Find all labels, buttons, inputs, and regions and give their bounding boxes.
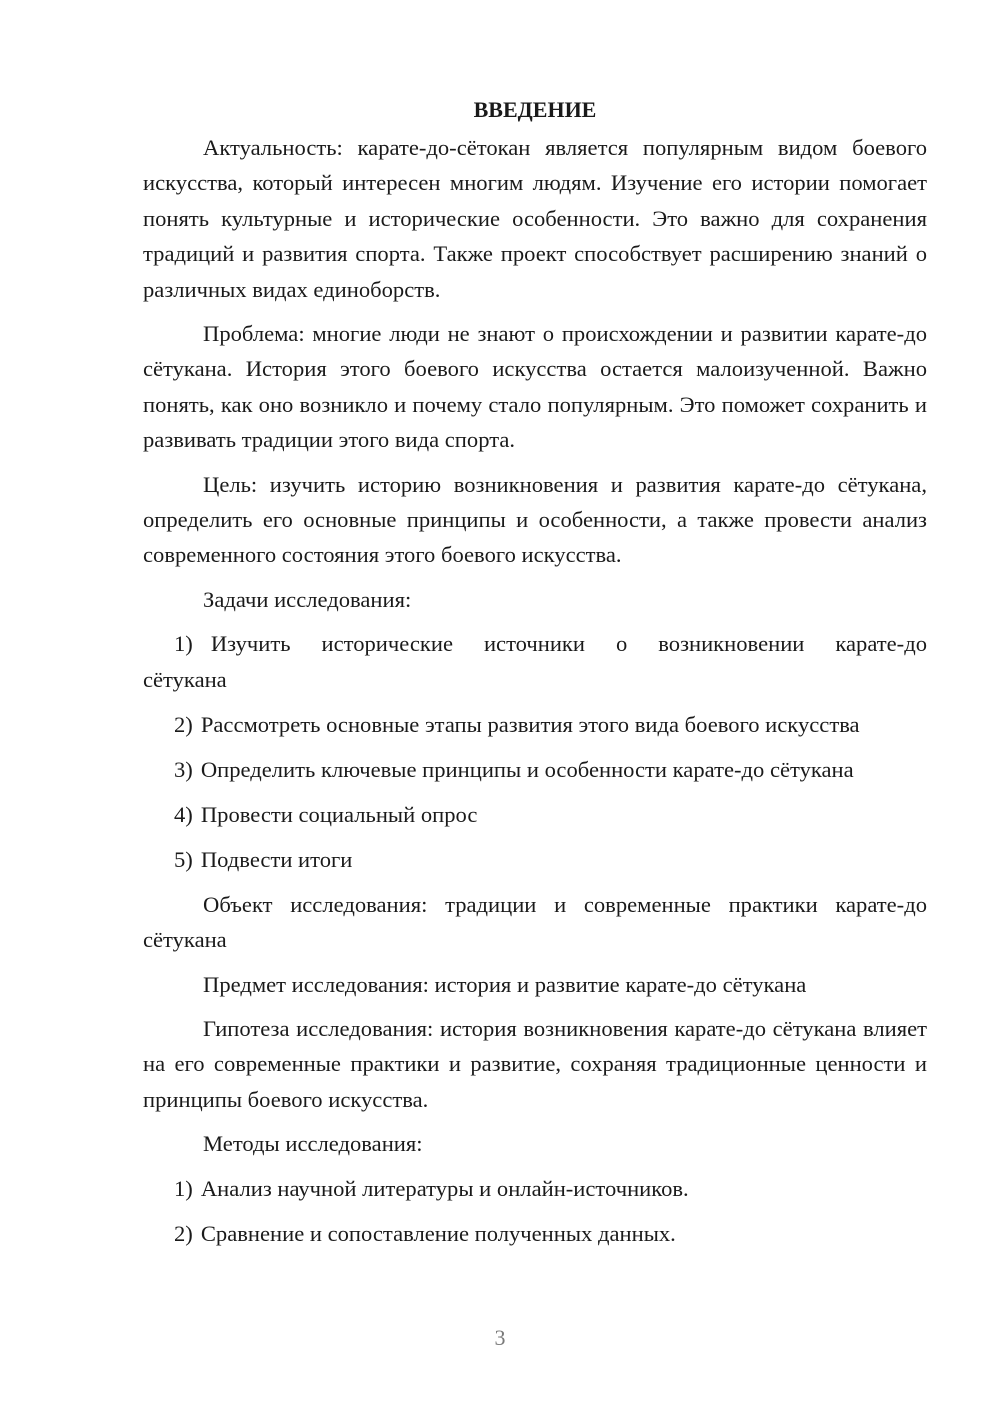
method-text: Анализ научной литературы и онлайн-источников. (200, 1175, 689, 1201)
task-item-2 (143, 707, 927, 742)
task-number: 4) (174, 801, 193, 827)
methods-heading: Методы исследования: (203, 1131, 423, 1157)
task-text: Подвести итоги (200, 846, 353, 872)
task-number: 2) (174, 711, 193, 737)
hypothesis-paragraph: Гипотеза исследования: история возникновения карате-до сётукана влияет на его современные практики и развитие, сохраняя традиционные ценности и принципы боевого искусства. (143, 1015, 927, 1112)
task-number: 5) (174, 846, 193, 872)
page-title: ВВЕДЕНИЕ (473, 97, 597, 122)
task-text: Провести социальный опрос (200, 801, 478, 827)
task-text: Изучить исторические источники о возникновении карате-до сётукана (143, 631, 927, 692)
method-item-1 (143, 1171, 927, 1206)
subject-paragraph: Предмет исследования: история и развитие карате-до сётукана (203, 971, 807, 997)
task-item-5 (143, 842, 927, 877)
method-number: 1) (174, 1175, 193, 1201)
task-item-4 (143, 797, 927, 832)
relevance-paragraph: Актуальность: карате-до-сётокан является популярным видом боевого искусства, который интересен многим людям. Изучение его истории помогает понять культурные и исторические особенности. Это важно для сохранения традиций и развития спорта. Также проект способствует расширению знаний о различных видах единоборств. (143, 135, 927, 302)
method-text: Сравнение и сопоставление полученных данных. (200, 1220, 676, 1246)
tasks-heading: Задачи исследования: (203, 586, 412, 612)
goal-paragraph: Цель: изучить историю возникновения и развития карате-до сётукана, определить его основные принципы и особенности, а также провести анализ современного состояния этого боевого искусства. (143, 471, 927, 568)
task-text: Рассмотреть основные этапы развития этого вида боевого искусства (200, 711, 860, 737)
task-text: Определить ключевые принципы и особенности карате-до сётукана (200, 756, 854, 782)
task-item-1 (143, 626, 927, 697)
task-number: 1) (174, 631, 193, 657)
page-number: 3 (494, 1325, 506, 1350)
object-paragraph: Объект исследования: традиции и современные практики карате-до сётукана (143, 891, 927, 953)
page-content (143, 92, 927, 1261)
problem-paragraph: Проблема: многие люди не знают о происхождении и развитии карате-до сётукана. История этого боевого искусства остается малоизученной. Важно понять, как оно возникло и почему стало популярным. Это поможет сохранить и развивать традиции этого вида спорта. (143, 321, 927, 453)
task-number: 3) (174, 756, 193, 782)
task-item-3 (143, 752, 927, 787)
method-item-2 (143, 1216, 927, 1251)
method-number: 2) (174, 1220, 193, 1246)
